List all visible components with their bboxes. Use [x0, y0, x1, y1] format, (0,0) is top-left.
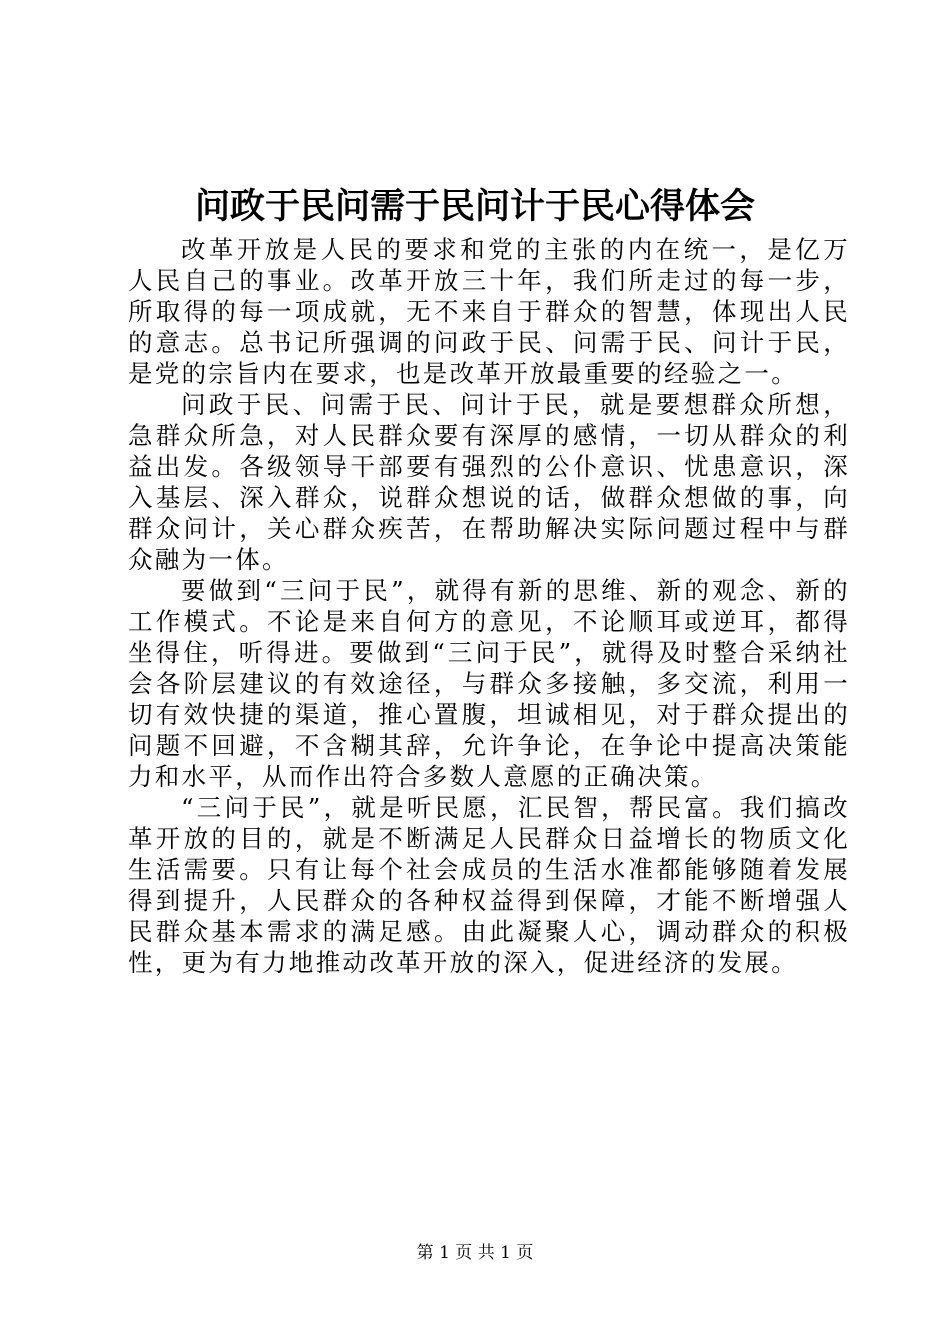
page-footer: 第 1 页 共 1 页: [416, 1243, 534, 1263]
paragraph-4: “三问于民”，就是听民愿，汇民智，帮民富。我们搞改革开放的目的，就是不断满足人民群众日益增长的物质文化生活需要。只有让每个社会成员的生活水准都能够随着发展得到提升，人民群众的各种权益得到保障，才能不断增强人民群众基本需求的满足感。由此凝聚人心，调动群众的积极性，更为有力地推动改革开放的深入，促进经济的发展。: [128, 793, 850, 977]
paragraph-3: 要做到“三问于民”，就得有新的思维、新的观念、新的工作模式。不论是来自何方的意见，不论顺耳或逆耳，都得坐得住，听得进。要做到“三问于民”，就得及时整合采纳社会各阶层建议的有效途径，与群众多接触，多交流，利用一切有效快捷的渠道，推心置腹，坦诚相见，对于群众提出的问题不回避，不含糊其辞，允许争论，在争论中提高决策能力和水平，从而作出符合多数人意愿的正确决策。: [128, 576, 850, 791]
paragraph-1: 改革开放是人民的要求和党的主张的内在统一，是亿万人民自己的事业。改革开放三十年，我们所走过的每一步，所取得的每一项成就，无不来自于群众的智慧，体现出人民的意志。总书记所强调的问政于民、问需于民、问计于民，是党的宗旨内在要求，也是改革开放最重要的经验之一。: [128, 235, 850, 388]
paragraph-2: 问政于民、问需于民、问计于民，就是要想群众所想，急群众所急，对人民群众要有深厚的感情，一切从群众的利益出发。各级领导干部要有强烈的公仆意识、忧患意识，深入基层、深入群众，说群众想说的话，做群众想做的事，向群众问计，关心群众疾苦，在帮助解决实际问题过程中与群众融为一体。: [128, 390, 850, 574]
document-title: 问政于民问需于民问计于民心得体会: [194, 186, 755, 227]
document-body: [128, 234, 850, 978]
